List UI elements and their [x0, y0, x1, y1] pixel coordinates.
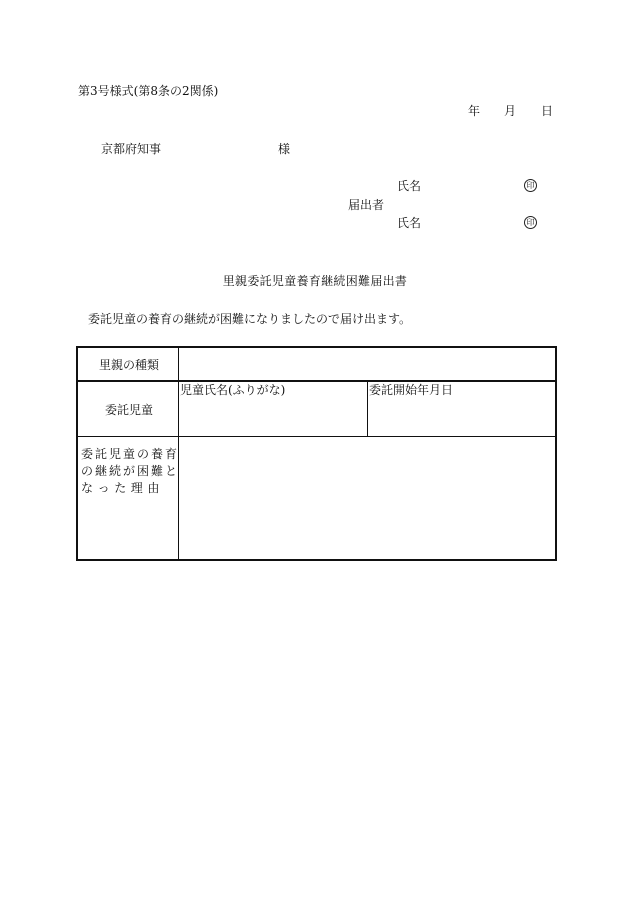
intro-text: 委託児童の養育の継続が困難になりましたので届け出ます。 — [88, 312, 412, 326]
foster-parent-type-field[interactable] — [180, 348, 555, 380]
name-label-1: 氏名 — [397, 179, 422, 193]
entrust-start-date-field[interactable] — [368, 382, 555, 436]
date-line — [468, 105, 553, 117]
name-label-2: 氏名 — [397, 216, 422, 230]
entrust-start-date-label: 委託開始年月日 — [369, 383, 454, 397]
reason-label-line-1: 委託児童の養育 — [81, 447, 177, 461]
child-name-label: 児童氏名(ふりがな) — [180, 383, 286, 397]
entrusted-child-label: 委託児童 — [105, 403, 154, 417]
seal-icon: 印 — [524, 179, 537, 192]
date-month-label: 月 — [504, 104, 517, 118]
date-year-label: 年 — [468, 104, 481, 118]
document-title: 里親委託児童養育継続困難届出書 — [222, 274, 408, 288]
reason-label-line-3: なった理由 — [81, 481, 165, 495]
form-number: 第3号様式(第8条の2関係) — [78, 84, 219, 98]
addressee-name: 京都府知事 — [101, 142, 162, 156]
seal-icon: 印 — [524, 216, 537, 229]
difficulty-reason-field[interactable] — [179, 437, 555, 559]
notifier-label: 届出者 — [348, 198, 385, 212]
foster-parent-type-label: 里親の種類 — [99, 358, 160, 372]
reason-label-line-2: の継続が困難と — [81, 464, 177, 478]
difficulty-reason-label — [81, 446, 177, 497]
child-name-field[interactable] — [179, 382, 367, 436]
date-day-label: 日 — [541, 104, 554, 118]
notification-form-table — [76, 346, 557, 561]
addressee-honorific: 様 — [278, 142, 291, 156]
